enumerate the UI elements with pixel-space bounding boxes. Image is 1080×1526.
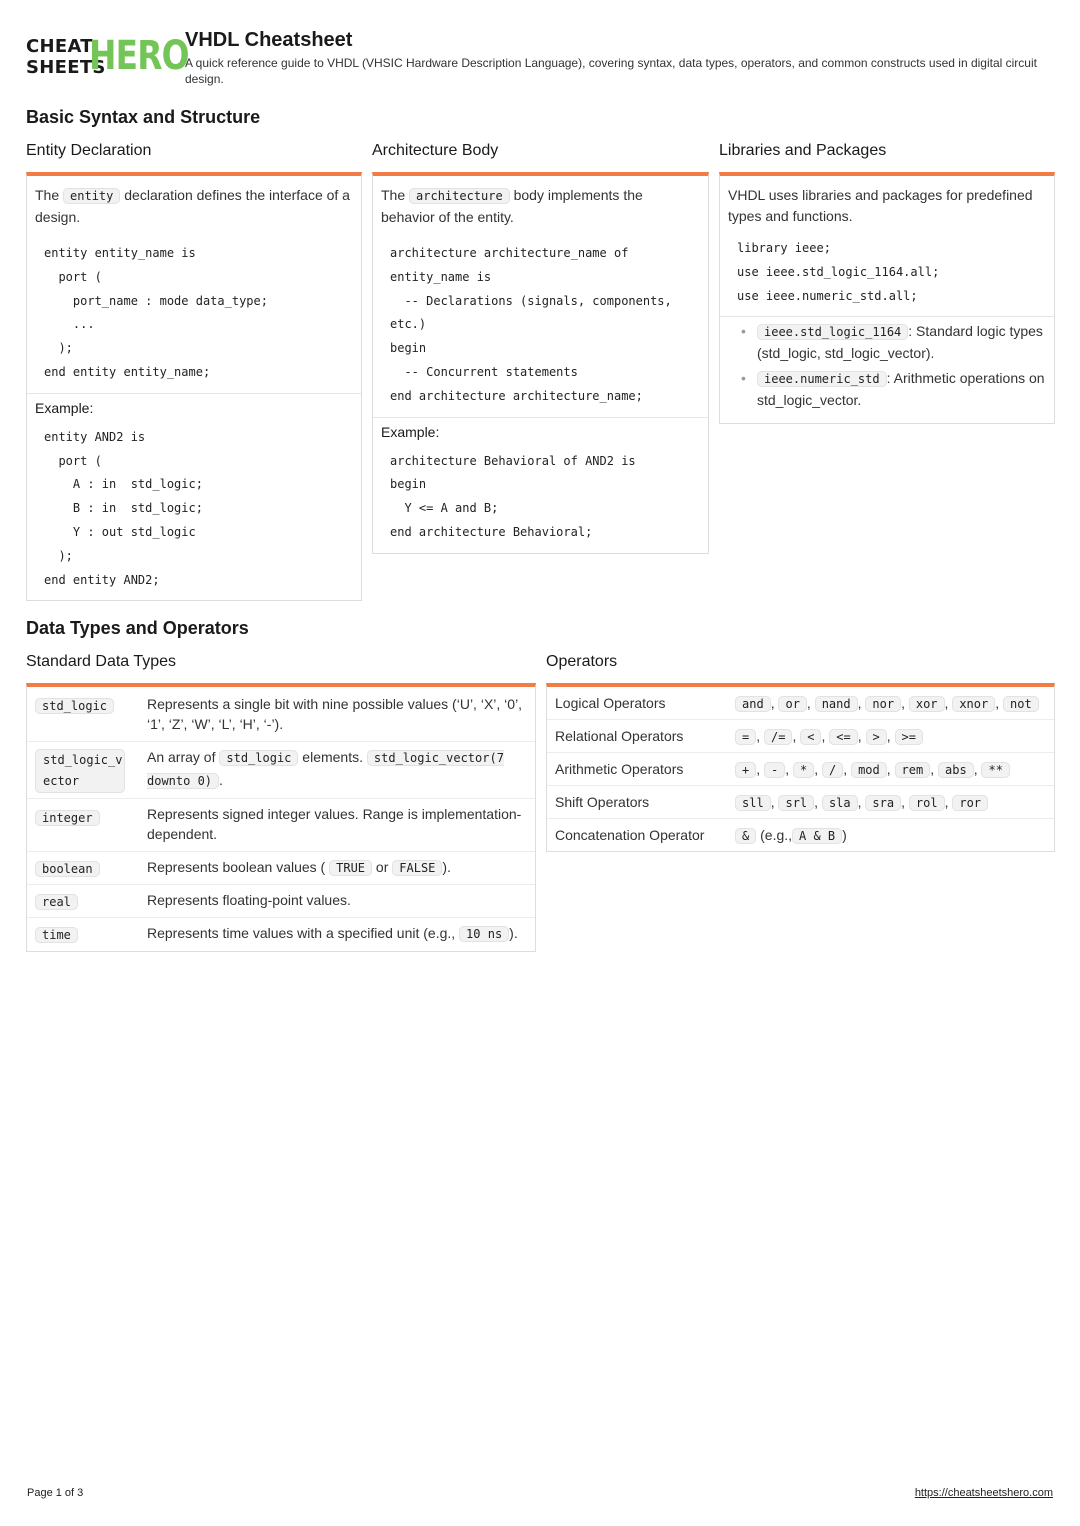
operator-category: Relational Operators xyxy=(547,720,727,753)
architecture-intro-pre: The xyxy=(381,187,406,203)
card-title-operators: Operators xyxy=(546,653,618,670)
separator: , xyxy=(857,794,866,810)
separator: , xyxy=(785,761,794,777)
code-line: B : in std_logic; xyxy=(44,501,203,516)
type-name: integer xyxy=(35,810,100,826)
operators-table xyxy=(547,687,1054,851)
desc-cell: Represents floating-point values. xyxy=(137,885,535,918)
operator-symbol: sra xyxy=(865,795,901,811)
package-name: ieee.std_logic_1164 xyxy=(757,324,908,340)
code-snippet: std_logic_vector(7 downto 0) xyxy=(147,751,504,788)
architecture-keyword: architecture xyxy=(409,188,510,204)
code-line: ... xyxy=(44,317,95,332)
operator-symbol: * xyxy=(793,762,814,778)
architecture-intro-post: body implements the behavior of the entity. xyxy=(381,187,643,225)
operator-symbol: and xyxy=(735,696,771,712)
operator-symbol: sla xyxy=(822,795,858,811)
code-line: begin xyxy=(390,341,427,356)
code-line: end architecture architecture_name; xyxy=(390,388,643,403)
entity-intro-pre: The xyxy=(35,187,60,203)
code-line: A : in std_logic; xyxy=(44,477,203,492)
code-line: use ieee.numeric_std.all; xyxy=(737,288,918,303)
code-line: begin xyxy=(390,477,427,492)
operator-symbol: rem xyxy=(895,762,931,778)
operator-symbol: not xyxy=(1003,696,1039,712)
operator-symbol: > xyxy=(866,729,887,745)
list-item-text: : Arithmetic operations on std_logic_vector. xyxy=(757,370,1045,409)
table-row xyxy=(547,753,1054,786)
section-title-types: Data Types and Operators xyxy=(26,618,249,638)
libraries-code-block xyxy=(720,235,1054,316)
section-title-basic: Basic Syntax and Structure xyxy=(26,107,261,127)
desc-cell xyxy=(137,852,535,885)
package-name: ieee.numeric_std xyxy=(757,371,887,387)
table-row xyxy=(27,852,535,885)
code-line: entity_name is xyxy=(390,269,492,284)
type-name: time xyxy=(35,927,78,943)
operator-category: Concatenation Operator xyxy=(555,827,705,843)
architecture-example-code xyxy=(373,444,708,553)
code-line: -- Declarations (signals, components, xyxy=(390,293,672,308)
desc-text: or xyxy=(375,859,389,875)
operator-example: A & B xyxy=(792,828,842,844)
code-snippet: std_logic xyxy=(219,750,298,766)
code-line: end architecture Behavioral; xyxy=(390,524,593,539)
example-label: Example: xyxy=(35,399,94,416)
separator: , xyxy=(806,695,815,711)
operator-list xyxy=(727,786,1054,819)
table-row xyxy=(547,786,1054,819)
code-snippet: 10 ns xyxy=(459,926,509,942)
table-row xyxy=(547,687,1054,720)
code-line: port_name : mode data_type; xyxy=(44,293,268,308)
page-number: Page 1 of 3 xyxy=(27,1487,84,1499)
separator: , xyxy=(973,761,982,777)
code-line: entity entity_name is xyxy=(44,246,196,260)
desc-cell: Represents signed integer values. Range is implementation-dependent. xyxy=(137,799,535,852)
operator-symbol: & xyxy=(735,828,756,844)
operator-symbol: ** xyxy=(981,762,1009,778)
logo-cheat-text: CHEAT xyxy=(26,36,93,57)
code-line: end entity AND2; xyxy=(44,572,160,587)
entity-example-code xyxy=(27,420,361,601)
code-line: architecture Behavioral of AND2 is xyxy=(390,453,636,468)
code-line: -- Concurrent statements xyxy=(390,364,578,379)
operator-symbol: <= xyxy=(829,729,857,745)
separator: , xyxy=(770,794,779,810)
card-title-entity: Entity Declaration xyxy=(26,142,152,159)
type-cell xyxy=(27,799,137,852)
logo[interactable] xyxy=(26,33,189,79)
separator: , xyxy=(814,794,822,810)
operator-symbol: nand xyxy=(815,696,858,712)
separator: , xyxy=(843,761,852,777)
separator: , xyxy=(944,794,953,810)
operator-symbol: mod xyxy=(851,762,887,778)
code-line: ); xyxy=(44,341,73,356)
operator-symbol: nor xyxy=(865,696,901,712)
architecture-intro xyxy=(373,176,708,236)
desc-text: ). xyxy=(509,925,518,941)
desc-text: elements. xyxy=(302,749,363,765)
logo-sheets-text: SHEETS xyxy=(26,57,106,78)
architecture-code-block xyxy=(373,236,708,417)
table-row xyxy=(27,885,535,918)
operator-symbol: /= xyxy=(764,729,792,745)
entity-intro xyxy=(27,176,361,236)
type-name: real xyxy=(35,894,78,910)
separator: , xyxy=(770,695,779,711)
standard-types-card xyxy=(26,683,536,952)
separator: , xyxy=(756,761,765,777)
operator-category: Logical Operators xyxy=(547,687,727,720)
example-label: Example: xyxy=(381,423,440,440)
type-cell xyxy=(27,742,137,799)
operator-symbol: < xyxy=(800,729,821,745)
operator-list xyxy=(727,753,1054,786)
operator-list xyxy=(727,819,1054,852)
card-title-libraries: Libraries and Packages xyxy=(719,142,887,159)
libraries-card xyxy=(719,172,1055,424)
separator: , xyxy=(857,695,866,711)
desc-text: . xyxy=(219,772,223,788)
operators-card xyxy=(546,683,1055,852)
operator-category: Shift Operators xyxy=(547,786,727,819)
separator: , xyxy=(886,761,895,777)
separator: , xyxy=(792,728,801,744)
operator-symbol: ror xyxy=(952,795,988,811)
separator: , xyxy=(886,728,895,744)
desc-cell: Represents a single bit with nine possible values (‘U’, ‘X’, ‘0’, ‘1’, ‘Z’, ‘W’, ‘L’, ‘H’, ‘-’). xyxy=(137,687,535,742)
table-row xyxy=(27,918,535,952)
operator-symbol: = xyxy=(735,729,756,745)
list-item xyxy=(728,321,1046,364)
separator: , xyxy=(930,761,938,777)
code-line: use ieee.std_logic_1164.all; xyxy=(737,264,940,279)
card-title-architecture: Architecture Body xyxy=(372,142,499,159)
desc-cell xyxy=(137,918,535,952)
example-text: (e.g., xyxy=(756,827,793,843)
type-cell xyxy=(27,852,137,885)
architecture-card xyxy=(372,172,709,554)
operator-symbol: + xyxy=(735,762,756,778)
code-line: library ieee; xyxy=(737,241,831,255)
code-line: Y : out std_logic xyxy=(44,524,196,539)
desc-text: An array of xyxy=(147,749,216,765)
list-item xyxy=(728,368,1046,411)
separator: , xyxy=(857,728,866,744)
operator-list xyxy=(727,687,1054,720)
code-line: etc.) xyxy=(390,317,427,332)
card-title-standard-types: Standard Data Types xyxy=(26,653,177,670)
page-title: VHDL Cheatsheet xyxy=(185,29,353,51)
separator: , xyxy=(995,695,1004,711)
standard-types-table xyxy=(27,687,535,951)
operator-symbol: or xyxy=(778,696,806,712)
code-line: end entity entity_name; xyxy=(44,364,211,379)
desc-text: Represents boolean values ( xyxy=(147,859,326,875)
type-name: std_logic xyxy=(35,698,114,714)
code-snippet: TRUE xyxy=(329,860,372,876)
separator: , xyxy=(944,695,953,711)
operator-symbol: xnor xyxy=(952,696,995,712)
code-line: Y <= A and B; xyxy=(390,501,499,516)
example-text: ) xyxy=(842,827,847,843)
code-line: ); xyxy=(44,548,73,563)
separator: , xyxy=(821,728,830,744)
operator-symbol: srl xyxy=(778,795,814,811)
code-line: port ( xyxy=(44,269,102,284)
code-line: architecture architecture_name of xyxy=(390,246,629,260)
desc-text: ). xyxy=(442,859,451,875)
table-row xyxy=(547,819,1054,852)
operator-list xyxy=(727,720,1054,753)
entity-code-block xyxy=(27,236,361,393)
page-description: A quick reference guide to VHDL (VHSIC Hardware Description Language), covering syntax, data types, operators, and common constructs used in digital circuit design. xyxy=(185,56,1037,86)
code-line: entity AND2 is xyxy=(44,429,146,444)
operator-category: Arithmetic Operators xyxy=(547,753,727,786)
libraries-list xyxy=(720,317,1054,423)
operator-symbol: >= xyxy=(895,729,923,745)
operator-symbol: rol xyxy=(909,795,945,811)
entity-intro-post: declaration defines the interface of a design. xyxy=(35,187,350,225)
operator-symbol: abs xyxy=(938,762,974,778)
separator: , xyxy=(756,728,765,744)
type-name: std_logic_v ector xyxy=(35,749,125,793)
type-cell xyxy=(27,918,137,952)
separator: , xyxy=(814,761,823,777)
operator-symbol: - xyxy=(764,762,785,778)
operator-symbol: / xyxy=(822,762,843,778)
entity-card xyxy=(26,172,362,601)
separator: , xyxy=(901,695,909,711)
type-cell xyxy=(27,687,137,742)
type-cell xyxy=(27,885,137,918)
operator-symbol: xor xyxy=(909,696,945,712)
code-snippet: FALSE xyxy=(392,860,442,876)
table-row xyxy=(547,720,1054,753)
type-name: boolean xyxy=(35,861,100,877)
table-row xyxy=(27,742,535,799)
table-row xyxy=(27,687,535,742)
desc-cell xyxy=(137,742,535,799)
logo-hero-text: HERO xyxy=(89,33,189,79)
libraries-intro: VHDL uses libraries and packages for predefined types and functions. xyxy=(728,187,1033,224)
separator: , xyxy=(901,794,909,810)
list-item-text: : Standard logic types (std_logic, std_logic_vector). xyxy=(757,323,1043,362)
desc-text: Represents time values with a specified unit (e.g., xyxy=(147,925,456,941)
footer-link[interactable]: https://cheatsheetshero.com xyxy=(914,1487,1053,1499)
operator-symbol: sll xyxy=(735,795,771,811)
table-row xyxy=(27,799,535,852)
entity-keyword: entity xyxy=(63,188,120,204)
code-line: port ( xyxy=(44,453,102,468)
